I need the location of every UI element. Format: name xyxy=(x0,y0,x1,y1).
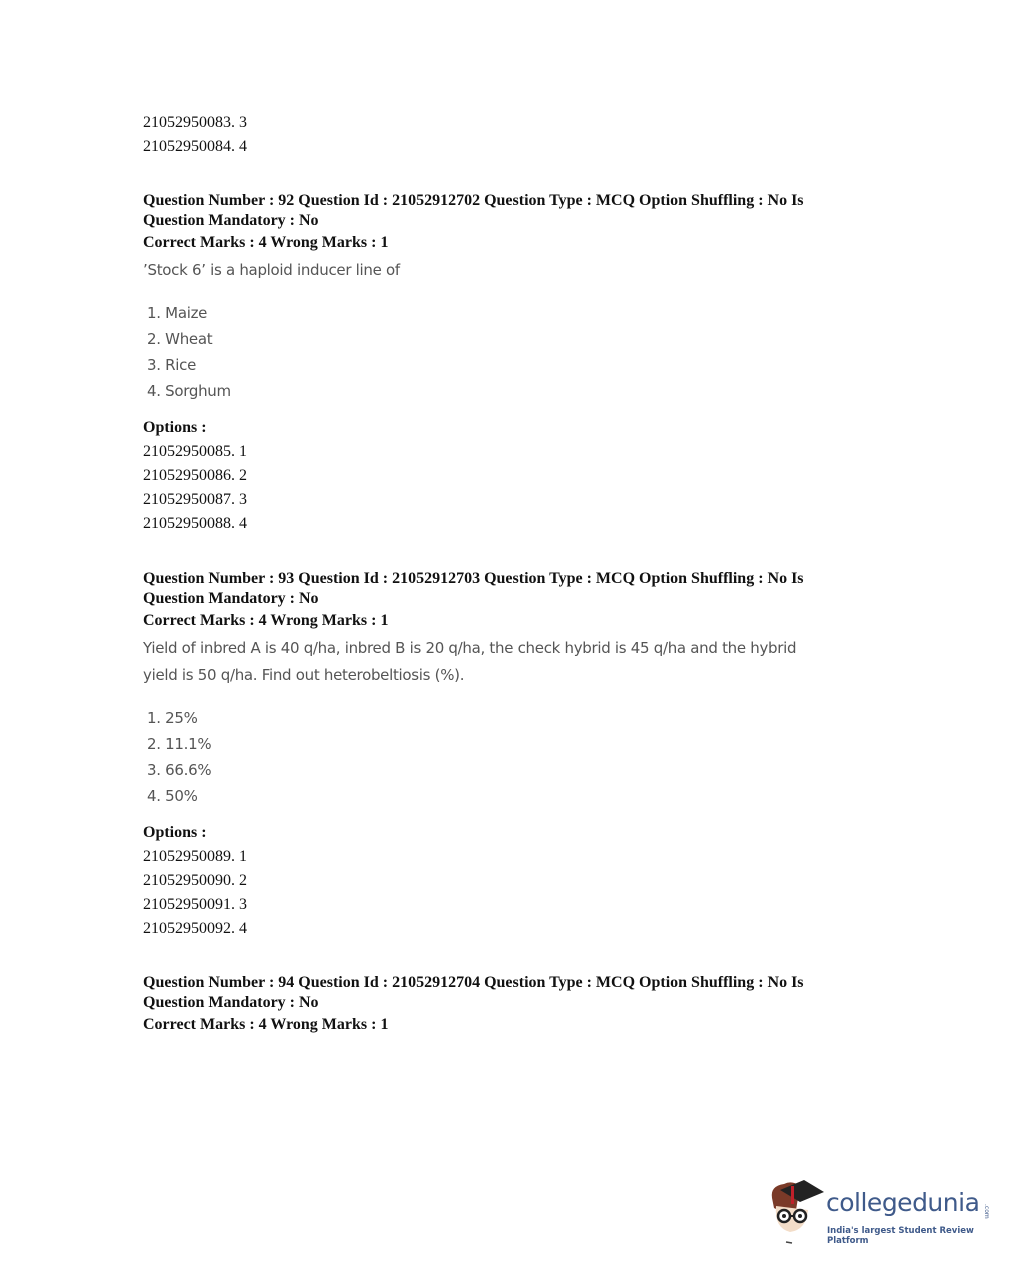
choice: 2. Wheat xyxy=(147,330,213,348)
question-text xyxy=(143,635,903,689)
option-id: 21052950085. 1 xyxy=(143,443,247,460)
choices xyxy=(147,705,903,809)
option-id: 21052950090. 2 xyxy=(143,872,247,889)
collegedunia-logo xyxy=(766,1176,996,1248)
option-ids xyxy=(143,845,903,941)
choice: 4. 50% xyxy=(147,787,198,805)
header-line: Question Number : 92 Question Id : 21052912702 Question Type : MCQ Option Shuffling : No Is xyxy=(143,192,804,209)
choice: 1. Maize xyxy=(147,304,208,322)
header-line: Question Mandatory : No xyxy=(143,590,319,607)
option-id: 21052950092. 4 xyxy=(143,920,247,937)
option-id: 21052950083. 3 xyxy=(143,114,247,131)
choice: 3. Rice xyxy=(147,356,197,374)
marks: Correct Marks : 4 Wrong Marks : 1 xyxy=(143,612,389,629)
question-text xyxy=(143,257,903,284)
choices xyxy=(147,300,903,404)
logo-wordmark: collegedunia xyxy=(826,1188,980,1217)
mascot-icon xyxy=(766,1176,826,1248)
option-id: 21052950084. 4 xyxy=(143,138,247,155)
option-ids xyxy=(143,440,903,536)
header-line: Question Number : 93 Question Id : 21052912703 Question Type : MCQ Option Shuffling : No Is xyxy=(143,570,804,587)
marks: Correct Marks : 4 Wrong Marks : 1 xyxy=(143,1016,389,1033)
header-line: Question Mandatory : No xyxy=(143,212,319,229)
logo-suffix: .com xyxy=(983,1204,990,1219)
header-line: Question Mandatory : No xyxy=(143,994,319,1011)
options-label: Options : xyxy=(143,824,207,841)
choice: 2. 11.1% xyxy=(147,735,212,753)
question-92 xyxy=(143,191,903,536)
question-header xyxy=(143,191,903,231)
choice: 4. Sorghum xyxy=(147,382,231,400)
choice: 1. 25% xyxy=(147,709,198,727)
question-text-line: Yield of inbred A is 40 q/ha, inbred B is 20 q/ha, the check hybrid is 45 q/ha and the hybrid xyxy=(143,639,797,657)
option-id: 21052950087. 3 xyxy=(143,491,247,508)
option-id: 21052950086. 2 xyxy=(143,467,247,484)
question-header xyxy=(143,973,903,1013)
choice: 3. 66.6% xyxy=(147,761,212,779)
question-text-line: yield is 50 q/ha. Find out heterobeltiosis (%). xyxy=(143,666,465,684)
question-text-line: ’Stock 6’ is a haploid inducer line of xyxy=(143,261,400,279)
question-header xyxy=(143,569,903,609)
header-line: Question Number : 94 Question Id : 21052912704 Question Type : MCQ Option Shuffling : No Is xyxy=(143,974,804,991)
question-93 xyxy=(143,569,903,941)
marks: Correct Marks : 4 Wrong Marks : 1 xyxy=(143,234,389,251)
options-label: Options : xyxy=(143,419,207,436)
previous-options xyxy=(143,111,903,159)
logo-tagline: India's largest Student Review Platform xyxy=(827,1226,974,1246)
option-id: 21052950091. 3 xyxy=(143,896,247,913)
option-id: 21052950089. 1 xyxy=(143,848,247,865)
option-id: 21052950088. 4 xyxy=(143,515,247,532)
question-94 xyxy=(143,973,903,1037)
